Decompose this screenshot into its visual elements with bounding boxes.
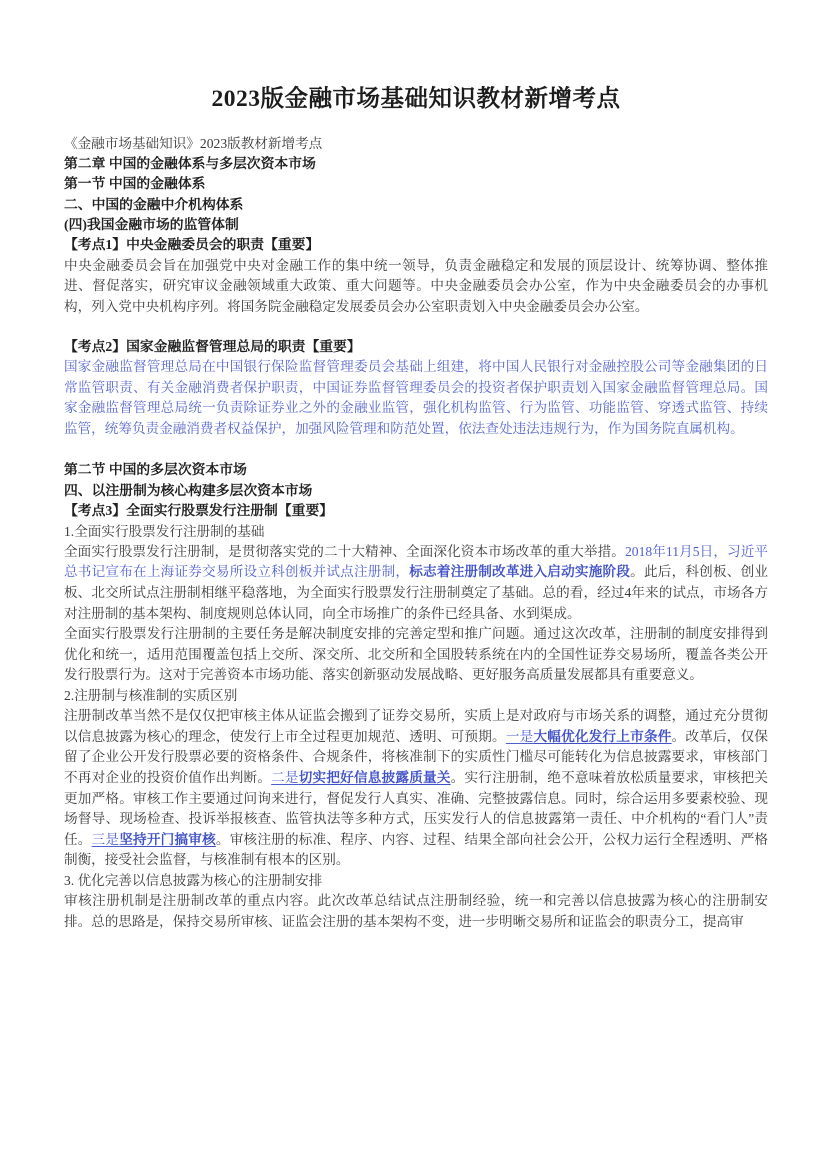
text-run: 全面实行股票发行注册制，是贯彻落实党的二十大精神、全面深化资本市场改革的重大举措。	[64, 543, 625, 559]
sub-section-3-paragraph: 审核注册机制是注册制改革的重点内容。此次改革总结试点注册制经验，统一和完善以信息披露为核心的注册制安排。总的思路是，保持交易所审核、证监会注册的基本架构不变，进一步明晰交易所和证监会的职责分工，提高审	[64, 893, 768, 929]
sub-section-1-paragraph-2: 全面实行股票发行注册制的主要任务是解决制度安排的完善定型和推广问题。通过这次改革，注册制的制度安排得到优化和统一，适用范围覆盖包括上交所、深交所、北交所和全国股转系统在内的全国性证券交易场所，覆盖各类公开发行股票行为。这对于完善资本市场功能、落实创新驱动发展战略、更好服务高质量发展都具有重要意义。	[64, 626, 768, 683]
kaodian-1-title: 【考点1】中央金融委员会的职责【重要】	[64, 237, 320, 253]
highlight-point-two-prefix: 二是	[271, 769, 299, 785]
kaodian-1-body: 中央金融委员会旨在加强党中央对金融工作的集中统一领导，负责金融稳定和发展的顶层设计、统筹协调、整体推进、督促落实，研究审议金融领域重大政策、重大问题等。中央金融委员会办公室，作为中央金融委员会的办事机构，列入党中央机构序列。将国务院金融稳定发展委员会办公室职责划入中央金融委员会办公室。	[64, 257, 768, 314]
text-run: 。审核注册的标准、程序、内容、过程、结果全部向社会公开，公权力运行全程透明、严格制衡，接受社会监督，与核准制有根本的区别。	[64, 831, 769, 868]
kaodian-3-title: 【考点3】全面实行股票发行注册制【重要】	[64, 503, 334, 519]
highlight-point-two-bold: 切实把好信息披露质量关	[298, 769, 451, 785]
chapter-heading: 第二章 中国的金融体系与多层次资本市场	[64, 155, 316, 171]
highlight-point-three-prefix: 三是	[91, 831, 120, 847]
highlight-point-one-prefix: 一是	[505, 728, 534, 744]
section-heading-2: 第二节 中国的多层次资本市场	[64, 462, 247, 478]
text-run: 。改革后，仅保留了企业公开发行股票必要的资格条件、合规条件，将核准制下的实质性门槛尽可能转化为信息披露要求，审核部门不再对企业的投资价值作出判断。	[64, 728, 769, 785]
highlight-blue-date: 2018年11月5日，习近平总书记宣布在上海证券交易所设立科创板并试点注册制，	[64, 543, 768, 580]
kaodian-2-body: 国家金融监督管理总局在中国银行保险监督管理委员会基础上组建，将中国人民银行对金融控股公司等金融集团的日常监管职责、有关金融消费者保护职责，中国证券监督管理委员会的投资者保护职责划入国家金融监督管理总局。国家金融监督管理总局统一负责除证券业之外的金融业监管，强化机构监管、行为监管、功能监管、穿透式监管、持续监管，统筹负责金融消费者权益保护，加强风险管理和防范处置，依法查处违法违规行为，作为国务院直属机构。	[64, 358, 768, 436]
text-run: 。此后，科创板、创业板、北交所试点注册制相继平稳落地，为全面实行股票发行注册制奠定了基础。总的看，经过4年来的试点，市场各方对注册制的基本架构、制度规则总体认同，向全市场推广的条件已经具备、水到渠成。	[64, 564, 769, 621]
document-subtitle: 《金融市场基础知识》2023版教材新增考点	[64, 135, 323, 151]
spacer	[64, 439, 768, 460]
sub-section-2-paragraph	[64, 706, 768, 871]
highlight-blue-bold-milestone: 标志着注册制改革进入启动实施阶段	[409, 564, 631, 580]
page-title: 2023版金融市场基础知识教材新增考点	[211, 86, 621, 112]
subheading-four: (四)我国金融市场的监管体制	[64, 216, 239, 232]
subheading-two: 二、中国的金融中介机构体系	[64, 196, 244, 212]
kaodian-2-title: 【考点2】国家金融监督管理总局的职责【重要】	[64, 338, 361, 354]
sub-section-1-title: 1.全面实行股票发行注册制的基础	[64, 523, 265, 539]
section-heading-1: 第一节 中国的金融体系	[64, 176, 206, 192]
text-run: 注册制改革当然不是仅仅把审核主体从证监会搬到了证券交易所，实质上是对政府与市场关系的调整，通过充分贯彻以信息披露为核心的理念，使发行上市全过程更加规范、透明、可预期。	[64, 708, 768, 744]
sub-section-3-title: 3. 优化完善以信息披露为核心的注册制安排	[64, 872, 323, 888]
sub-section-1-paragraph-1	[64, 542, 768, 624]
highlight-point-three-bold: 坚持开门搞审核	[119, 831, 216, 847]
highlight-point-one-bold: 大幅优化发行上市条件	[533, 728, 672, 744]
text-run: 。实行注册制，绝不意味着放松质量要求，审核把关更加严格。审核工作主要通过问询来进行，督促发行人真实、准确、完整披露信息。同时，综合运用多要素校验、现场督导、现场检查、投诉举报核查、监管执法等多种方式，压实发行人的信息披露第一责任、中介机构的“看门人”责任。	[64, 769, 769, 847]
subheading-four-b: 四、以注册制为核心构建多层次资本市场	[64, 482, 313, 498]
spacer	[64, 318, 768, 337]
sub-section-2-title: 2.注册制与核准制的实质区别	[64, 687, 238, 703]
